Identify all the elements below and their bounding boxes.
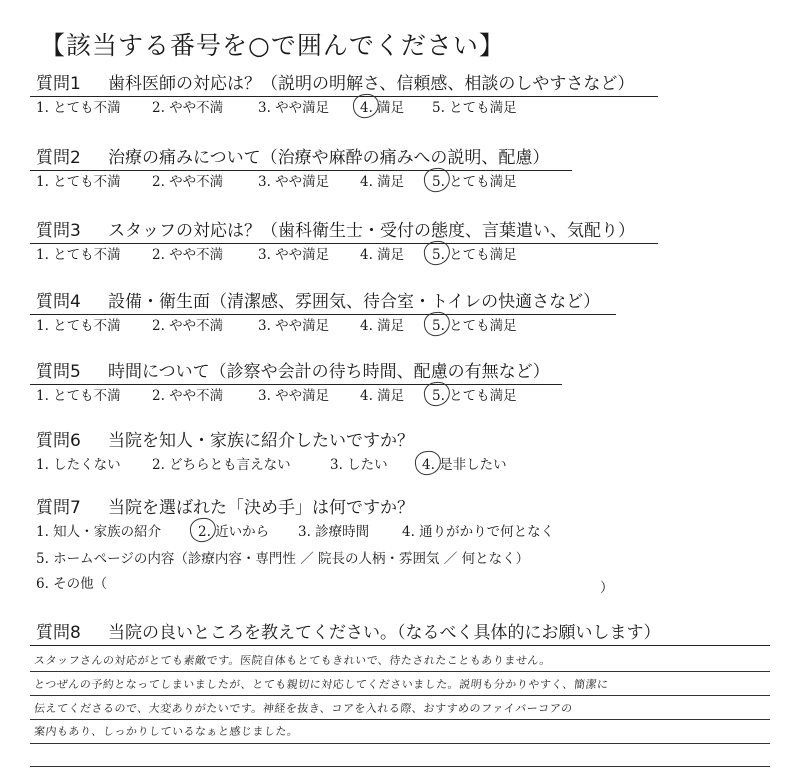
question-2-options [30,172,790,192]
option-1[interactable]: 1. とても不満 [36,318,121,334]
question-4-underline [30,314,616,315]
question-7 [30,496,790,542]
question-5 [30,360,790,406]
option-5[interactable]: 5. とても満足 [432,318,517,334]
question-2-text: 治療の痛みについて（治療や麻酔の痛みへの説明、配慮） [108,148,550,168]
option-4[interactable]: 4. 満足 [360,388,405,404]
question-3-text: スタッフの対応は？（歯科衛生士・受付の態度、言葉遣い、気配り） [108,221,635,241]
answer-line-4: 案内もあり、しっかりしているなぁと感じました。 [33,725,300,738]
option-1[interactable]: 1. したくない [36,457,121,473]
question-3-label: 質問3 [36,221,81,241]
question-8-label: 質問8 [36,623,81,643]
question-7-option-5[interactable]: 5. ホームページの内容（診療内容・専門性 ／ 院長の人柄・雰囲気 ／ 何となく） [36,551,530,567]
question-2-header [30,146,790,170]
option-4[interactable]: 4. 満足 [360,247,405,263]
option-1[interactable]: 1. とても不満 [36,100,121,116]
option-4[interactable]: 4. 満足 [360,318,405,334]
question-7-label: 質問7 [36,498,81,518]
question-4-text: 設備・衛生面（清潔感、雰囲気、待合室・トイレの快適さなど） [108,292,601,312]
question-2-underline [30,170,572,171]
question-1-text: 歯科医師の対応は？（説明の明解さ、信頼感、相談のしやすさなど） [108,74,635,94]
page-title: 【該当する番号を○で囲んでください】 [40,31,505,60]
question-5-label: 質問5 [36,362,81,382]
answer-rule [30,719,770,720]
question-4-options [30,316,790,336]
question-3-underline [30,243,658,244]
question-5-underline [30,384,562,385]
option-4[interactable]: 4. 満足 [360,174,405,190]
question-2-label: 質問2 [36,148,81,168]
question-1-options [30,98,790,118]
option-2[interactable]: 2. どちらとも言えない [152,457,291,473]
option-4[interactable]: 4. 満足 [360,100,405,116]
question-1-label: 質問1 [36,74,81,94]
question-1-header [30,72,790,96]
option-1[interactable]: 1. とても不満 [36,174,121,190]
answer-line-3: 伝えてくださるので、大変ありがたいです。神経を抜き、コアを入れる際、おすすめのファイバーコアの [33,702,574,715]
question-5-options [30,386,790,406]
question-7-options [30,522,790,542]
option-2[interactable]: 2. やや不満 [152,247,224,263]
option-4[interactable]: 4. 通りがかりで何となく [402,524,555,540]
question-2 [30,146,790,192]
question-5-header [30,360,790,384]
question-8-header [30,621,790,645]
question-3-header [30,219,790,243]
option-2[interactable]: 2. やや不満 [152,174,224,190]
question-7-header [30,496,790,520]
option-5[interactable]: 5. とても満足 [432,100,517,116]
question-7-option-6[interactable]: 6. その他（ [36,576,108,592]
question-8-text: 当院の良いところを教えてください。（なるべく具体的にお願いします） [108,623,661,643]
option-1[interactable]: 1. とても不満 [36,247,121,263]
question-4-label: 質問4 [36,292,81,312]
question-1 [30,72,790,118]
option-5[interactable]: 5. とても満足 [432,174,517,190]
option-2[interactable]: 2. 近いから [198,524,270,540]
question-6 [30,429,790,475]
option-5[interactable]: 5. とても満足 [432,247,517,263]
question-1-underline [30,96,658,97]
question-6-options [30,455,790,475]
answer-rule [30,671,770,672]
option-3[interactable]: 3. やや満足 [258,174,330,190]
option-1[interactable]: 1. 知人・家族の紹介 [36,524,162,540]
question-5-text: 時間について（診察や会計の待ち時間、配慮の有無など） [108,362,550,382]
question-8 [30,621,790,645]
option-5[interactable]: 5. とても満足 [432,388,517,404]
option-1[interactable]: 1. とても不満 [36,388,121,404]
option-2[interactable]: 2. やや不満 [152,318,224,334]
question-3 [30,219,790,265]
answer-rule [30,743,770,744]
option-3[interactable]: 3. やや満足 [258,100,330,116]
option-3[interactable]: 3. やや満足 [258,247,330,263]
question-3-options [30,245,790,265]
question-8-underline [30,645,770,646]
answer-line-2: とつぜんの予約となってしまいましたが、とても親切に対応してくださいました。説明も分かりやすく、簡潔に [33,678,610,691]
question-4 [30,290,790,336]
option-3[interactable]: 3. やや満足 [258,318,330,334]
question-7-option-6-close: ） [600,580,614,596]
option-3[interactable]: 3. やや満足 [258,388,330,404]
answer-rule [30,695,770,696]
answer-line-1: スタッフさんの対応がとても素敵です。医院自体もとてもきれいで、待たされたこともありません。 [33,654,552,667]
question-6-label: 質問6 [36,431,81,451]
option-3[interactable]: 3. 診療時間 [298,524,370,540]
option-2[interactable]: 2. やや不満 [152,100,224,116]
option-2[interactable]: 2. やや不満 [152,388,224,404]
question-6-text: 当院を知人・家族に紹介したいですか？ [108,431,414,451]
question-7-text: 当院を選ばれた「決め手」は何ですか？ [108,498,414,518]
question-6-header [30,429,790,453]
option-3[interactable]: 3. したい [330,457,388,473]
answer-rule [30,766,770,767]
question-4-header [30,290,790,314]
option-4[interactable]: 4. 是非したい [422,457,507,473]
